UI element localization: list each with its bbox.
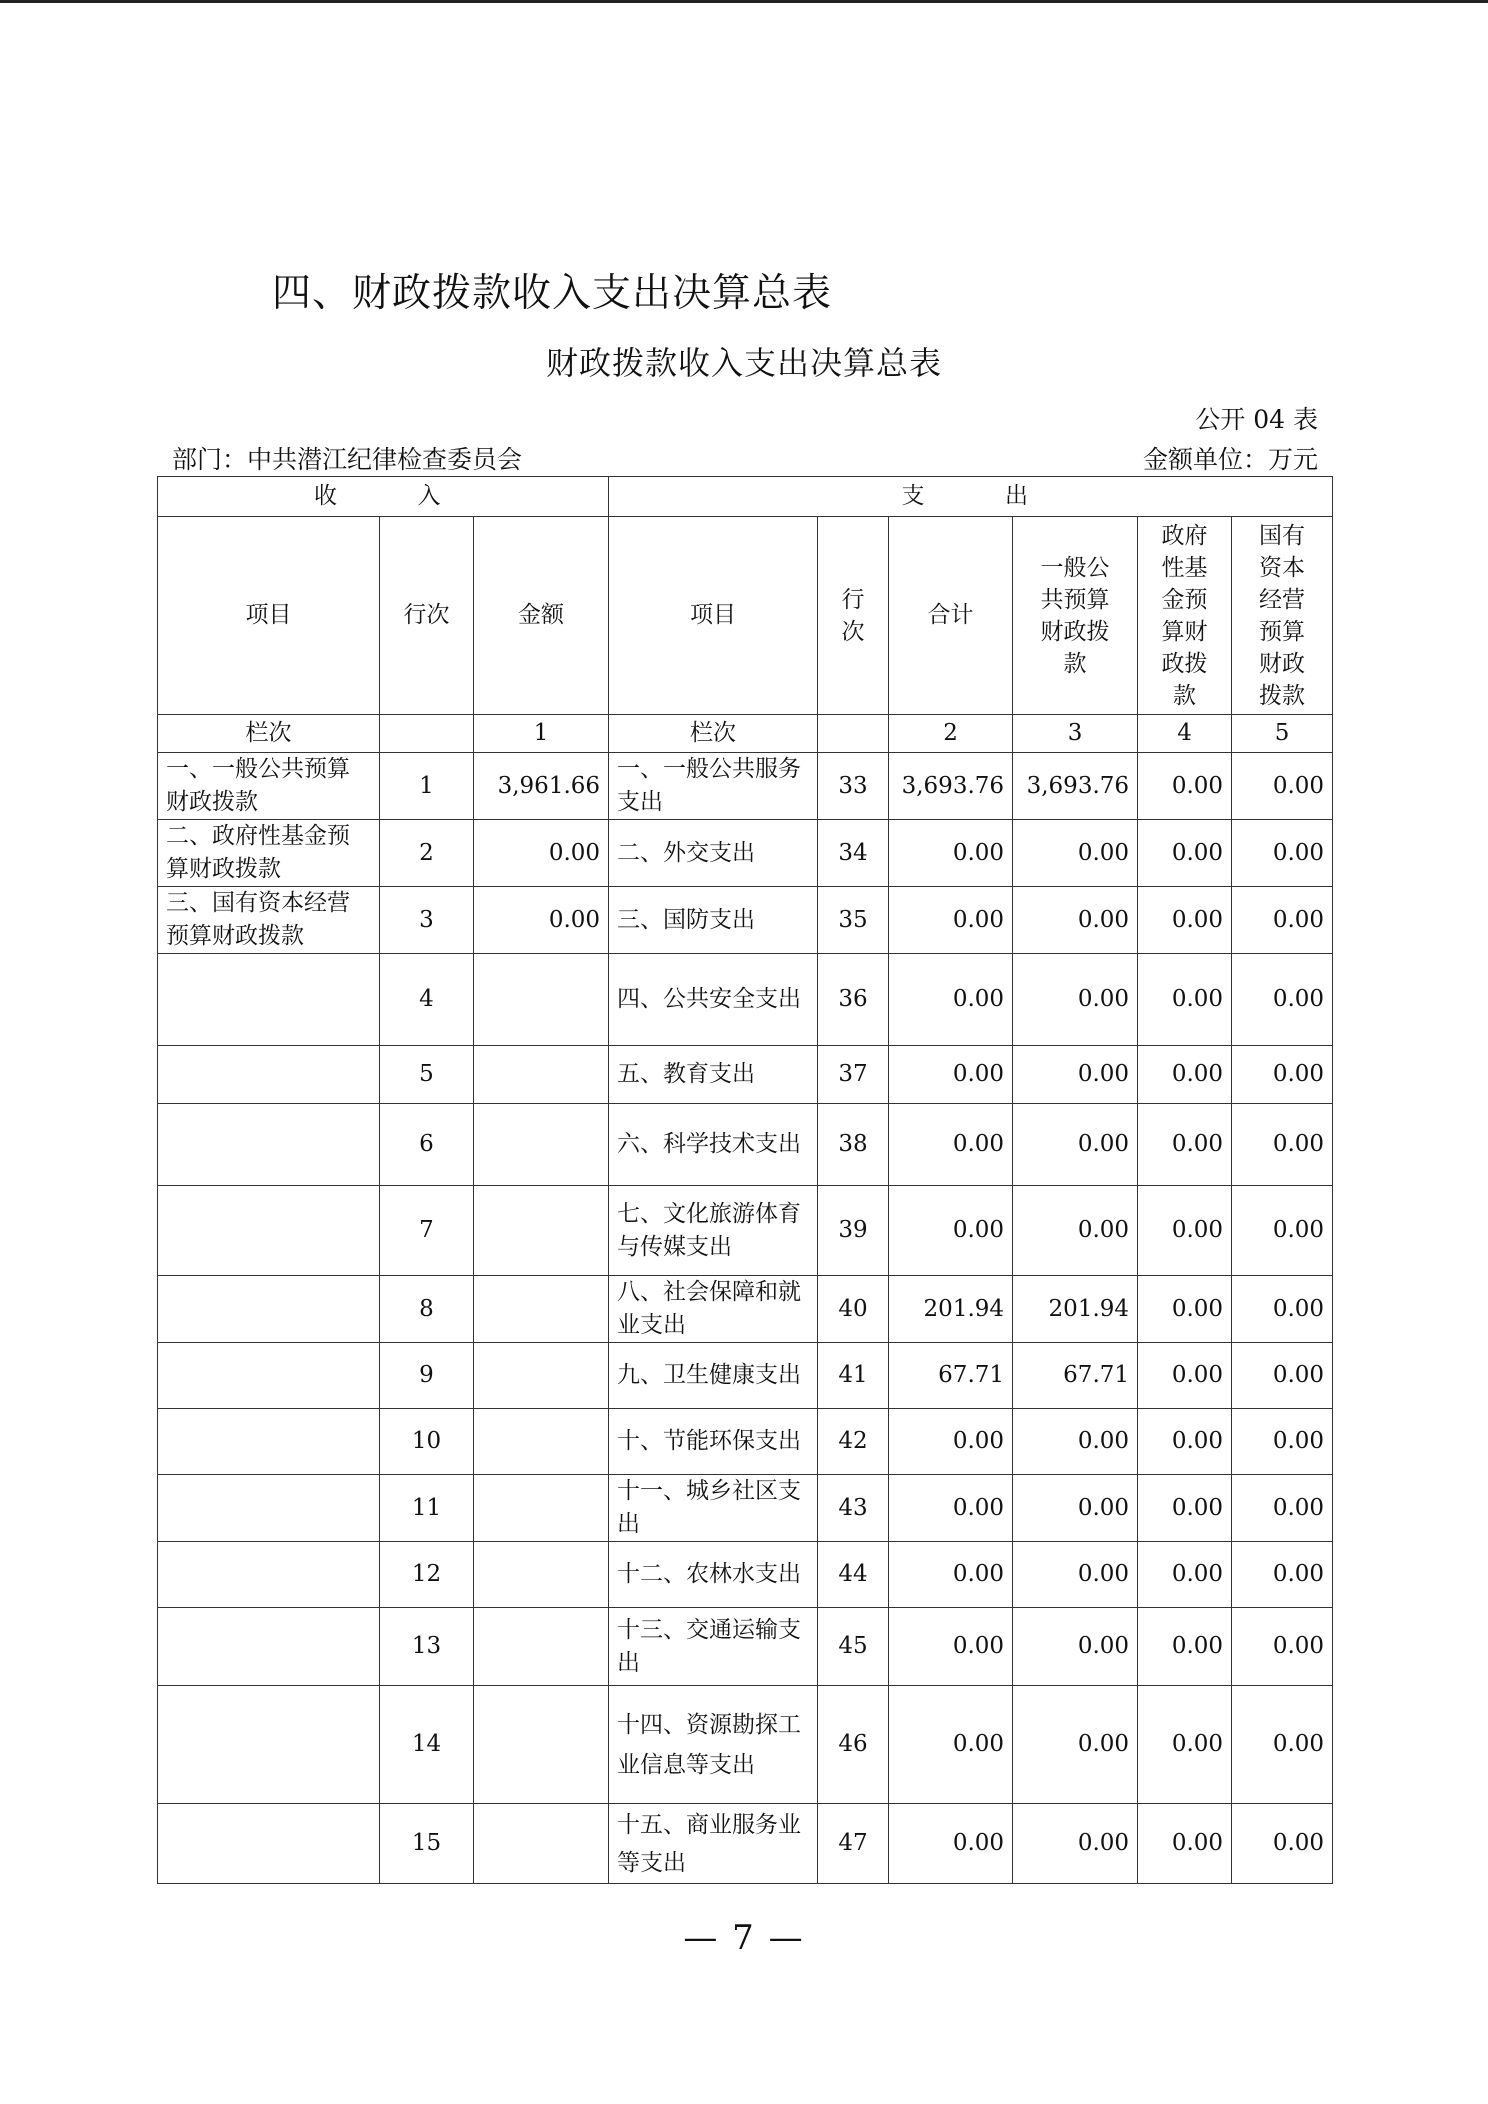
total-amount: 0.00 xyxy=(889,1686,1013,1804)
income-amount xyxy=(474,1276,609,1343)
income-line: 2 xyxy=(380,820,474,887)
expense-line: 45 xyxy=(818,1608,889,1686)
expense-line: 41 xyxy=(818,1343,889,1409)
income-item xyxy=(158,1276,380,1343)
fund-amount: 0.00 xyxy=(1138,887,1232,954)
state-amount: 0.00 xyxy=(1232,1686,1333,1804)
table-row xyxy=(158,1409,1333,1475)
state-amount: 0.00 xyxy=(1232,1046,1333,1104)
income-item: 三、国有资本经营预算财政拨款 xyxy=(158,887,380,954)
income-line: 8 xyxy=(380,1276,474,1343)
income-item xyxy=(158,1608,380,1686)
total-amount: 0.00 xyxy=(889,1104,1013,1186)
total-amount: 0.00 xyxy=(889,1409,1013,1475)
total-amount: 0.00 xyxy=(889,1046,1013,1104)
expense-item: 二、外交支出 xyxy=(609,820,818,887)
income-line: 14 xyxy=(380,1686,474,1804)
table-row xyxy=(158,954,1333,1046)
expense-index-label: 栏次 xyxy=(609,715,818,753)
general-amount: 0.00 xyxy=(1013,887,1138,954)
state-amount: 0.00 xyxy=(1232,1343,1333,1409)
general-amount: 0.00 xyxy=(1013,1608,1138,1686)
income-item xyxy=(158,1343,380,1409)
total-amount: 0.00 xyxy=(889,954,1013,1046)
column-header-row xyxy=(158,517,1333,715)
income-item xyxy=(158,1046,380,1104)
expense-item: 十二、农林水支出 xyxy=(609,1542,818,1608)
general-amount: 0.00 xyxy=(1013,1409,1138,1475)
income-amount xyxy=(474,1608,609,1686)
group-header-row xyxy=(158,477,1333,517)
section-heading: 四、财政拨款收入支出决算总表 xyxy=(272,271,833,316)
income-amount: 0.00 xyxy=(474,820,609,887)
income-index-label: 栏次 xyxy=(158,715,380,753)
table-row xyxy=(158,820,1333,887)
expense-item: 十三、交通运输支出 xyxy=(609,1608,818,1686)
general-amount: 0.00 xyxy=(1013,1046,1138,1104)
expense-line: 39 xyxy=(818,1186,889,1276)
income-item xyxy=(158,1409,380,1475)
expense-line: 47 xyxy=(818,1804,889,1884)
income-line: 15 xyxy=(380,1804,474,1884)
income-line-index xyxy=(380,715,474,753)
table-row xyxy=(158,1542,1333,1608)
expense-item: 九、卫生健康支出 xyxy=(609,1343,818,1409)
income-amount xyxy=(474,1186,609,1276)
fund-amount: 0.00 xyxy=(1138,1046,1232,1104)
income-amount-index: 1 xyxy=(474,715,609,753)
expense-line: 40 xyxy=(818,1276,889,1343)
table-row xyxy=(158,1186,1333,1276)
expense-line: 44 xyxy=(818,1542,889,1608)
fund-amount: 0.00 xyxy=(1138,1186,1232,1276)
expense-item: 十、节能环保支出 xyxy=(609,1409,818,1475)
state-index: 5 xyxy=(1232,715,1333,753)
income-line: 13 xyxy=(380,1608,474,1686)
table-row xyxy=(158,1608,1333,1686)
income-line: 3 xyxy=(380,887,474,954)
total-amount: 0.00 xyxy=(889,1608,1013,1686)
income-line: 7 xyxy=(380,1186,474,1276)
fund-amount: 0.00 xyxy=(1138,753,1232,820)
income-amount xyxy=(474,1475,609,1542)
column-index-row xyxy=(158,715,1333,753)
income-item xyxy=(158,954,380,1046)
income-item: 二、政府性基金预算财政拨款 xyxy=(158,820,380,887)
general-index: 3 xyxy=(1013,715,1138,753)
general-amount: 0.00 xyxy=(1013,1186,1138,1276)
fund-amount: 0.00 xyxy=(1138,1608,1232,1686)
expense-line-index xyxy=(818,715,889,753)
income-amount xyxy=(474,1409,609,1475)
income-amount: 0.00 xyxy=(474,887,609,954)
income-line: 10 xyxy=(380,1409,474,1475)
income-line-header: 行次 xyxy=(380,517,474,715)
state-amount: 0.00 xyxy=(1232,820,1333,887)
income-line: 5 xyxy=(380,1046,474,1104)
table-row xyxy=(158,1046,1333,1104)
state-capital-header: 国有 资本 经营 预算 财政 拨款 xyxy=(1232,517,1333,715)
income-item-header: 项目 xyxy=(158,517,380,715)
income-line: 12 xyxy=(380,1542,474,1608)
expense-item-header: 项目 xyxy=(609,517,818,715)
expense-line: 34 xyxy=(818,820,889,887)
amount-unit-label: 金额单位：万元 xyxy=(1142,445,1318,474)
expense-line: 36 xyxy=(818,954,889,1046)
income-line: 4 xyxy=(380,954,474,1046)
expense-line-header: 行 次 xyxy=(818,517,889,715)
state-amount: 0.00 xyxy=(1232,1186,1333,1276)
general-amount: 0.00 xyxy=(1013,1804,1138,1884)
total-amount: 67.71 xyxy=(889,1343,1013,1409)
expense-item: 七、文化旅游体育与传媒支出 xyxy=(609,1186,818,1276)
table-title: 财政拨款收入支出决算总表 xyxy=(545,344,942,382)
state-amount: 0.00 xyxy=(1232,1804,1333,1884)
fund-amount: 0.00 xyxy=(1138,1475,1232,1542)
fiscal-appropriation-table xyxy=(157,476,1333,1884)
page-number: — 7 — xyxy=(683,1918,805,1958)
expense-item: 十一、城乡社区支出 xyxy=(609,1475,818,1542)
expense-item: 六、科学技术支出 xyxy=(609,1104,818,1186)
expense-line: 38 xyxy=(818,1104,889,1186)
total-header: 合计 xyxy=(889,517,1013,715)
state-amount: 0.00 xyxy=(1232,1542,1333,1608)
total-amount: 0.00 xyxy=(889,1804,1013,1884)
fund-amount: 0.00 xyxy=(1138,1686,1232,1804)
total-index: 2 xyxy=(889,715,1013,753)
table-row xyxy=(158,1475,1333,1542)
fund-amount: 0.00 xyxy=(1138,1343,1232,1409)
general-amount: 201.94 xyxy=(1013,1276,1138,1343)
fund-amount: 0.00 xyxy=(1138,954,1232,1046)
income-amount xyxy=(474,1104,609,1186)
expense-line: 42 xyxy=(818,1409,889,1475)
state-amount: 0.00 xyxy=(1232,1276,1333,1343)
state-amount: 0.00 xyxy=(1232,753,1333,820)
income-amount xyxy=(474,954,609,1046)
fund-amount: 0.00 xyxy=(1138,820,1232,887)
table-row xyxy=(158,753,1333,820)
state-amount: 0.00 xyxy=(1232,1409,1333,1475)
expense-line: 35 xyxy=(818,887,889,954)
state-amount: 0.00 xyxy=(1232,1475,1333,1542)
form-number: 公开 04 表 xyxy=(1195,405,1318,434)
table-row xyxy=(158,1686,1333,1804)
income-item xyxy=(158,1104,380,1186)
general-amount: 0.00 xyxy=(1013,1475,1138,1542)
table-row xyxy=(158,1104,1333,1186)
total-amount: 0.00 xyxy=(889,887,1013,954)
total-amount: 201.94 xyxy=(889,1276,1013,1343)
table-row xyxy=(158,1804,1333,1884)
income-line: 9 xyxy=(380,1343,474,1409)
income-item xyxy=(158,1804,380,1884)
table-row xyxy=(158,1276,1333,1343)
expense-item: 十四、资源勘探工业信息等支出 xyxy=(609,1686,818,1804)
expense-line: 37 xyxy=(818,1046,889,1104)
table-row xyxy=(158,887,1333,954)
fund-index: 4 xyxy=(1138,715,1232,753)
total-amount: 0.00 xyxy=(889,1186,1013,1276)
state-amount: 0.00 xyxy=(1232,1104,1333,1186)
income-amount xyxy=(474,1686,609,1804)
income-amount xyxy=(474,1542,609,1608)
state-amount: 0.00 xyxy=(1232,954,1333,1046)
expense-item: 十五、商业服务业等支出 xyxy=(609,1804,818,1884)
general-amount: 0.00 xyxy=(1013,1104,1138,1186)
income-group-header: 收 入 xyxy=(158,477,609,517)
general-amount: 0.00 xyxy=(1013,820,1138,887)
expense-group-header: 支 出 xyxy=(609,477,1333,517)
expense-item: 三、国防支出 xyxy=(609,887,818,954)
top-border-line xyxy=(0,0,1488,3)
expense-item: 四、公共安全支出 xyxy=(609,954,818,1046)
general-budget-header: 一般公 共预算 财政拨 款 xyxy=(1013,517,1138,715)
expense-line: 43 xyxy=(818,1475,889,1542)
total-amount: 0.00 xyxy=(889,1475,1013,1542)
fund-amount: 0.00 xyxy=(1138,1276,1232,1343)
expense-item: 八、社会保障和就业支出 xyxy=(609,1276,818,1343)
general-amount: 0.00 xyxy=(1013,1686,1138,1804)
general-amount: 67.71 xyxy=(1013,1343,1138,1409)
general-amount: 0.00 xyxy=(1013,1542,1138,1608)
income-line: 11 xyxy=(380,1475,474,1542)
income-item xyxy=(158,1542,380,1608)
income-line: 1 xyxy=(380,753,474,820)
expense-line: 46 xyxy=(818,1686,889,1804)
gov-fund-header: 政府 性基 金预 算财 政拨 款 xyxy=(1138,517,1232,715)
income-amount xyxy=(474,1804,609,1884)
income-amount xyxy=(474,1343,609,1409)
expense-item: 一、一般公共服务支出 xyxy=(609,753,818,820)
total-amount: 0.00 xyxy=(889,1542,1013,1608)
general-amount: 3,693.76 xyxy=(1013,753,1138,820)
income-amount: 3,961.66 xyxy=(474,753,609,820)
total-amount: 3,693.76 xyxy=(889,753,1013,820)
state-amount: 0.00 xyxy=(1232,887,1333,954)
income-item xyxy=(158,1186,380,1276)
fund-amount: 0.00 xyxy=(1138,1104,1232,1186)
fund-amount: 0.00 xyxy=(1138,1409,1232,1475)
state-amount: 0.00 xyxy=(1232,1608,1333,1686)
fund-amount: 0.00 xyxy=(1138,1542,1232,1608)
table-row xyxy=(158,1343,1333,1409)
income-amount-header: 金额 xyxy=(474,517,609,715)
general-amount: 0.00 xyxy=(1013,954,1138,1046)
income-line: 6 xyxy=(380,1104,474,1186)
expense-item: 五、教育支出 xyxy=(609,1046,818,1104)
fund-amount: 0.00 xyxy=(1138,1804,1232,1884)
expense-line: 33 xyxy=(818,753,889,820)
income-item xyxy=(158,1475,380,1542)
income-amount xyxy=(474,1046,609,1104)
total-amount: 0.00 xyxy=(889,820,1013,887)
income-item xyxy=(158,1686,380,1804)
income-item: 一、一般公共预算财政拨款 xyxy=(158,753,380,820)
department-label: 部门：中共潜江纪律检查委员会 xyxy=(172,445,523,474)
